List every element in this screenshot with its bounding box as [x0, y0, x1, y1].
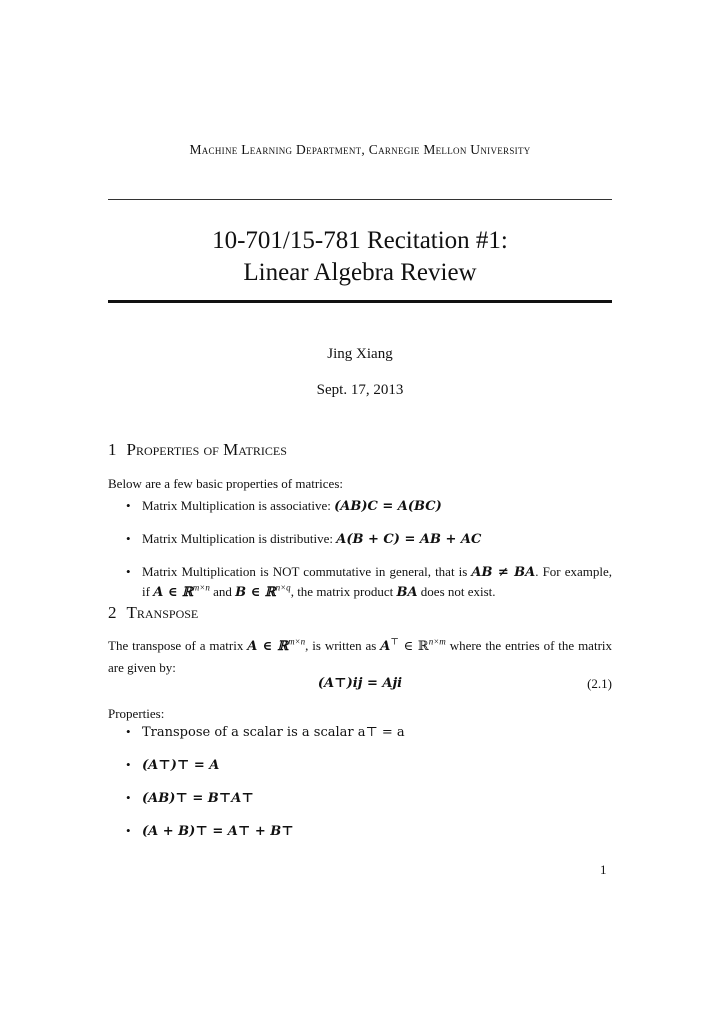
document-title — [0, 225, 720, 289]
list-item: • Matrix Multiplication is NOT commutative in general, that is AB ≠ BA. For example, if A ∈ ℝ$^{m\times n}$ and B ∈ ℝ$^{n\times q}$, the matrix product BA does not exist. — [108, 562, 612, 602]
section-2-intro: The transpose of a matrix A ∈ ℝ$^{m\times n}$, is written as A⊤ ∈ ℝ$^{n\times m}$ where the entries of the matrix are given by: — [108, 636, 613, 675]
section-1-intro: Below are a few basic properties of matrices: — [108, 476, 343, 491]
section-1-title: Properties of Matrices — [126, 440, 287, 459]
list-item: • Transpose of a scalar is a scalar a⊤ = a — [108, 722, 612, 742]
properties-label: Properties: — [108, 706, 165, 721]
title-top-rule — [108, 199, 612, 200]
title-line-1: 10-701/15-781 Recitation #1: — [212, 227, 508, 254]
section-2-title: Transpose — [126, 603, 199, 622]
math-expression: B ∈ ℝ — [235, 585, 276, 600]
math-expression: (AB)C = A(BC) — [334, 499, 442, 514]
section-1-heading — [108, 440, 287, 460]
equation-body: (A⊤)ij = Aji — [317, 676, 403, 691]
department-header: Machine Learning Department, Carnegie Mellon University — [189, 142, 531, 157]
math-expression: BA — [396, 585, 418, 600]
math-expression: AB ≠ BA — [471, 565, 536, 580]
document-date: Sept. 17, 2013 — [316, 382, 404, 398]
section-2-number: 2 — [108, 603, 117, 622]
section-1-list — [108, 496, 612, 602]
section-2-list — [108, 722, 612, 841]
title-line-2: Linear Algebra Review — [243, 259, 477, 286]
list-item: • (A⊤)⊤ = A — [108, 755, 612, 775]
list-item: • (AB)⊤ = B⊤A⊤ — [108, 788, 612, 808]
section-2-heading — [108, 603, 198, 623]
list-item: • Matrix Multiplication is distributive: A(B + C) = AB + AC — [108, 529, 612, 549]
author-name: Jing Xiang — [327, 346, 393, 362]
page-number: 1 — [600, 862, 607, 877]
math-expression: A ∈ ℝ — [153, 585, 193, 600]
list-item: • Matrix Multiplication is associative: (AB)C = A(BC) — [108, 496, 612, 516]
math-expression: A(B + C) = AB + AC — [336, 532, 482, 547]
section-1-number: 1 — [108, 440, 117, 459]
list-item: • (A + B)⊤ = A⊤ + B⊤ — [108, 821, 612, 841]
title-bottom-rule — [108, 300, 612, 303]
equation-label: (2.1) — [587, 676, 612, 691]
